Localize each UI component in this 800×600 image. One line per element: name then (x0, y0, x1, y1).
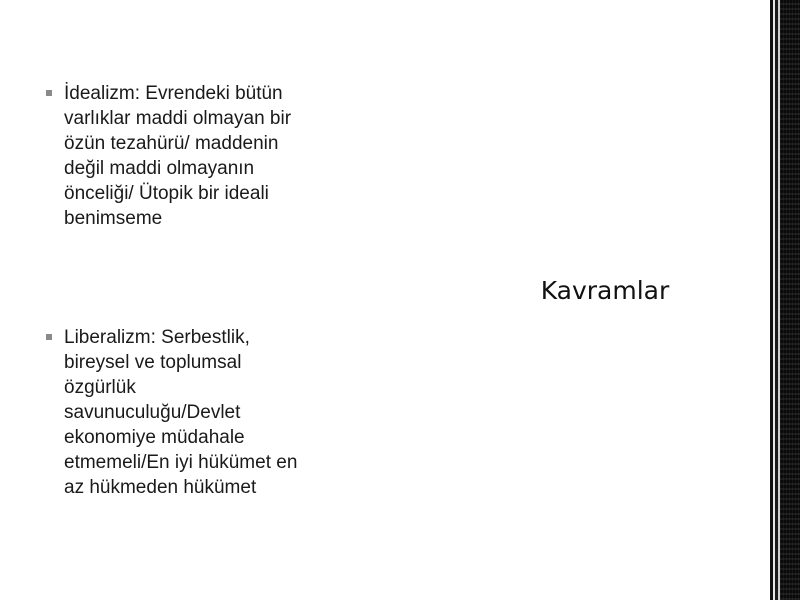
bullet-line: benimseme (64, 208, 163, 229)
bullet-line: Liberalizm: Serbestlik, (64, 327, 250, 348)
bullet-line: önceliği/ Ütopik bir ideali (64, 183, 269, 204)
bullet-item-liberalism (44, 325, 344, 500)
bullet-line: az hükmeden hükümet (64, 477, 257, 498)
square-bullet-icon (46, 90, 52, 96)
bullet-line: özün tezahürü/ maddenin (64, 133, 279, 154)
bullet-line: değil maddi olmayanın (64, 158, 255, 179)
bullet-item-idealism (44, 81, 344, 231)
bullet-line: İdealizm: Evrendeki bütün (64, 83, 283, 104)
bullet-list-idealism (44, 81, 344, 231)
bullet-line: bireysel ve toplumsal (64, 352, 242, 373)
bullet-line: ekonomiye müdahale (64, 427, 245, 448)
bullet-line: özgürlük (64, 377, 136, 398)
bullet-list-liberalism (44, 325, 344, 500)
bullet-line: varlıklar maddi olmayan bir (64, 108, 292, 129)
bullet-line: etmemeli/En iyi hükümet en (64, 452, 298, 473)
square-bullet-icon (46, 334, 52, 340)
bullet-line: savunuculuğu/Devlet (64, 402, 241, 423)
decorative-side-border (770, 0, 800, 600)
slide-title: Kavramlar (540, 276, 670, 305)
